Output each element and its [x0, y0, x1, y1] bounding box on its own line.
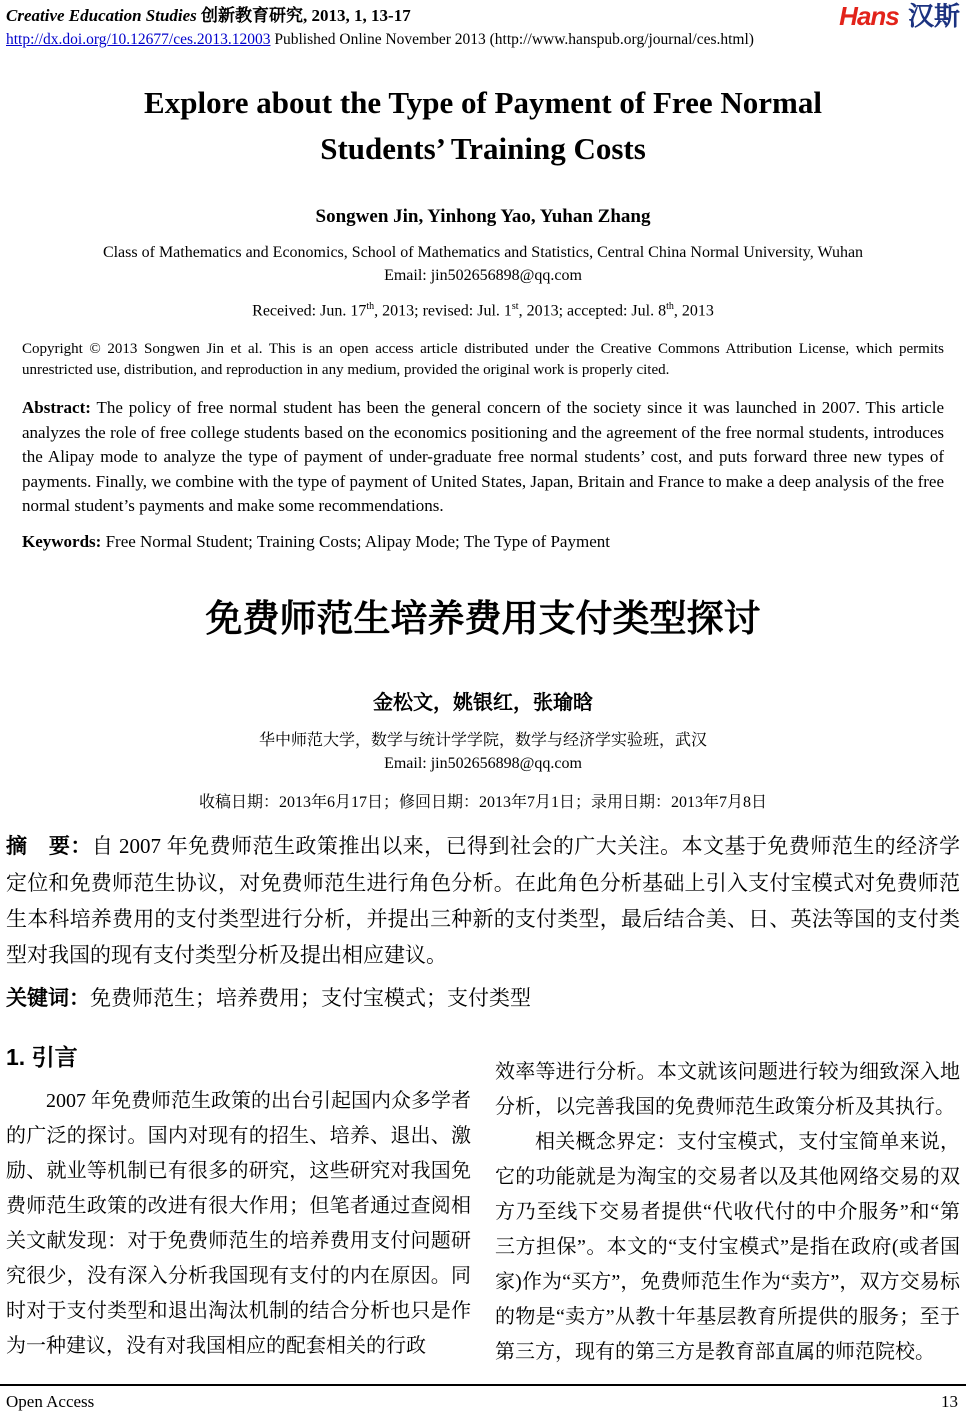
received-sup-3: th [666, 301, 674, 312]
received-dates-chinese: 收稿日期：2013年6月17日；修回日期：2013年7月1日；录用日期：2013年7月8日 [198, 793, 767, 811]
authors-chinese: 金松文，姚银红，张瑜晗 [373, 691, 593, 714]
copyright-notice: Copyright © 2013 Songwen Jin et al. This is an open access article distributed under the Creative Commons Attribution License, which permits unrestricted use, distribution, and reproduction in any medium, provided the original work is properly cited. [22, 341, 944, 379]
authors-english: Songwen Jin, Yinhong Yao, Yuhan Zhang [315, 206, 651, 227]
abstract-chinese-label: 摘 要： [6, 834, 92, 858]
affiliation-english [6, 241, 960, 287]
affiliation-chinese-text: 华中师范大学，数学与统计学学院，数学与经济学实验班，武汉 [258, 731, 707, 749]
concept-definition-paragraph: 相关概念界定：支付宝模式，支付宝简单来说，它的功能就是为淘宝的交易者以及其他网络交易的双方乃至线下交易者提供“代收代付的中介服务”和“第三方担保”。本文的“支付宝模式”是指在政府(或者国家)作为“买方”，免费师范生作为“卖方”，双方交易标的物是“卖方”从教十年基层教育所提供的服务；至于第三方，现有的第三方是教育部直属的师范院校。 [495, 1130, 960, 1363]
email-chinese-text: Email: jin502656898@qq.com [384, 754, 582, 772]
hans-logo-text: Hans [839, 1, 899, 31]
right-column [495, 1055, 960, 1370]
journal-issue-info: 创新教育研究, 2013, 1, 13-17 [196, 6, 411, 25]
received-part-4: , 2013 [673, 302, 714, 320]
journal-name: Creative Education Studies [6, 6, 197, 25]
footer-divider [0, 1384, 966, 1386]
abstract-chinese-text: 自 2007 年免费师范生政策推出以来，已得到社会的广大关注。本文基于免费师范生的经济学定位和免费师范生协议，对免费师范生进行角色分析。在此角色分析基础上引入支付宝模式对免费师范生本科培养费用的支付类型进行分析，并提出三种新的支付类型，最后结合美、日、英法等国的支付类型对我国的现有支付类型分析及提出相应建议。 [6, 833, 961, 967]
title-line-2: Students’ Training Costs [320, 131, 646, 166]
page-number: 13 [941, 1392, 958, 1411]
paper-title-chinese: 免费师范生培养费用支付类型探讨 [205, 597, 761, 639]
keywords-english [22, 532, 944, 552]
affiliation-text: Class of Mathematics and Economics, School of Mathematics and Statistics, Central China Normal University, Wuhan [102, 244, 864, 261]
abstract-text: The policy of free normal student has been the general concern of the society since it was launched in 2007. This article analyzes the role of free college students based on the economics positioning and the agreement of the free normal students, introduces the Alipay mode to analyze the type of payment of under-graduate free normal students’ cost, and puts forward three new types of payments. Finally, we combine with the type of payment of United States, Japan, Britain and France to make a deep analysis of the free normal student’s payments and make some recommendations. [22, 398, 944, 516]
abstract-label: Abstract: [22, 398, 91, 418]
keywords-label: Keywords: [22, 531, 102, 551]
journal-header [6, 1, 960, 50]
abstract-english [22, 396, 944, 519]
doi-line [6, 30, 960, 50]
email-text: Email: jin502656898@qq.com [384, 267, 582, 284]
page-footer [6, 1392, 958, 1412]
published-online-info: Published Online November 2013 (http://www.hanspub.org/journal/ces.html) [274, 31, 754, 48]
received-part-2: , 2013; revised: Jul. 1 [374, 302, 512, 320]
keywords-chinese-text: 免费师范生；培养费用；支付宝模式；支付类型 [90, 985, 531, 1010]
received-part-1: Received: Jun. 17 [252, 302, 367, 320]
body-columns [6, 1042, 960, 1370]
received-sup-1: th [366, 301, 375, 312]
keywords-chinese-label: 关键词： [6, 986, 90, 1010]
title-line-1: Explore about the Type of Payment of Free Normal [144, 85, 822, 120]
received-sup-2: st [511, 301, 519, 312]
abstract-chinese [6, 828, 960, 973]
journal-citation [6, 6, 960, 26]
paper-title-english [6, 80, 960, 172]
intro-paragraph-right-continuation: 效率等进行分析。本文就该问题进行较为细致深入地分析，以完善我国的免费师范生政策分析及其执行。 [495, 1060, 960, 1118]
hanspub-logo [839, 2, 960, 30]
affiliation-chinese [6, 729, 960, 775]
left-column [6, 1042, 471, 1370]
received-dates-english [6, 301, 960, 320]
section-1-heading: 1. 引言 [6, 1043, 78, 1070]
received-part-3: , 2013; accepted: Jul. 8 [518, 302, 667, 320]
keywords-text: Free Normal Student; Training Costs; Alipay Mode; The Type of Payment [101, 531, 610, 551]
intro-paragraph-left: 2007 年免费师范生政策的出台引起国内众多学者的广泛的探讨。国内对现有的招生、培养、退出、激励、就业等机制已有很多的研究，这些研究对我国免费师范生政策的改进有很大作用；但笔者通过查阅相关文献发现：对于免费师范生的培养费用支付问题研究很少，没有深入分析我国现有支付的内在原因。同时对于支付类型和退出淘汰机制的结合分析也只是作为一种建议，没有对我国相应的配套相关的行政 [6, 1089, 471, 1357]
open-access-label: Open Access [6, 1392, 95, 1411]
doi-link[interactable]: http://dx.doi.org/10.12677/ces.2013.12003 [6, 31, 271, 48]
keywords-chinese [6, 982, 960, 1012]
hans-logo-chinese: 汉斯 [907, 1, 960, 31]
